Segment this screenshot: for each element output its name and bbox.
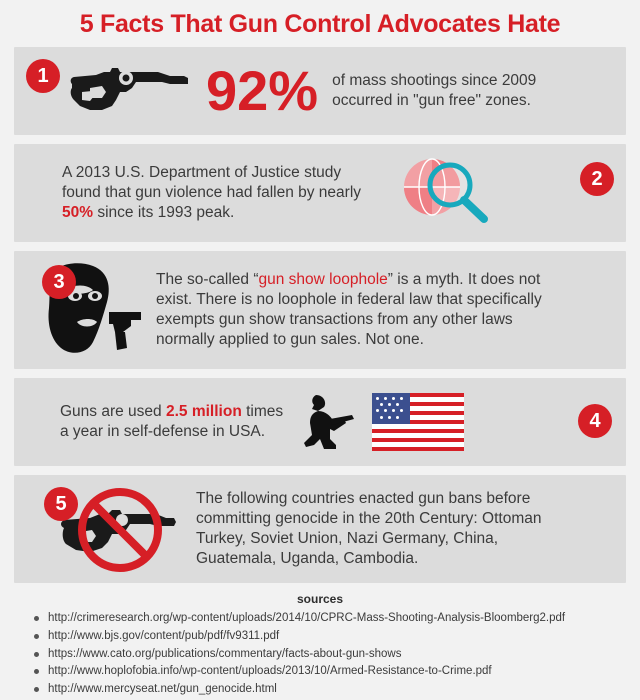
fact-3-highlight: gun show loophole xyxy=(258,271,388,289)
us-flag-icon xyxy=(372,393,464,451)
fact-number-badge: 4 xyxy=(578,404,612,438)
magnifying-glass-icon xyxy=(380,153,500,234)
list-item[interactable]: http://www.bjs.gov/content/pub/pdf/fv9311.pdf xyxy=(32,628,626,646)
stat-92-percent: 92% xyxy=(206,59,319,122)
sources-list xyxy=(14,610,626,699)
list-item[interactable]: http://crimeresearch.org/wp-content/uploads/2014/10/CPRC-Mass-Shooting-Analysis-Bloomberg2.pdf xyxy=(32,610,626,628)
fact-card-3 xyxy=(14,251,626,369)
fact-number-badge: 1 xyxy=(26,59,60,93)
revolver-hand-icon xyxy=(56,62,206,120)
fact-card-5 xyxy=(14,475,626,583)
fact-4-text xyxy=(60,402,290,442)
fact-4-text-part1: Guns are used xyxy=(60,403,166,421)
fact-3-text xyxy=(156,270,556,349)
fact-5-text: The following countries enacted gun bans before committing genocide in the 20th Century: Ottoman Turkey, Soviet Union, Nazi Germany, China, Guatemala, Uganda, Cambodia. xyxy=(196,490,542,567)
fact-card-1 xyxy=(14,47,626,135)
page-title: 5 Facts That Gun Control Advocates Hate xyxy=(79,10,561,38)
soldier-icon xyxy=(300,389,358,456)
fact-number-badge: 2 xyxy=(580,162,614,196)
fact-card-2 xyxy=(14,144,626,242)
fact-2-text-part1: A 2013 U.S. Department of Justice study found that gun violence had fallen by nearly xyxy=(62,164,362,202)
fact-2-highlight: 50% xyxy=(62,203,94,221)
fact-1-text: of mass shootings since 2009 occurred in "gun free" zones. xyxy=(332,71,537,109)
fact-2-text xyxy=(62,163,362,222)
fact-card-4 xyxy=(14,378,626,466)
sources-heading: sources xyxy=(296,592,344,606)
fact-number-badge: 5 xyxy=(44,487,78,521)
fact-4-text-part2: times a year in self-defense in USA. xyxy=(60,403,284,440)
list-item[interactable]: https://www.cato.org/publications/commentary/facts-about-gun-shows xyxy=(32,646,626,664)
fact-4-highlight: 2.5 million xyxy=(165,403,242,421)
fact-3-text-part1: The so-called “ xyxy=(156,271,259,289)
fact-2-text-part2: since its 1993 peak. xyxy=(93,203,235,221)
list-item[interactable]: http://www.hoplofobia.info/wp-content/uploads/2013/10/Armed-Resistance-to-Crime.pdf xyxy=(32,663,626,681)
fact-3-text-part2: ” is a myth. It does not exist. There is no loophole in federal law that specifically exempts gun show transactions from any other laws normally applied to gun sales. Not one. xyxy=(156,271,542,348)
fact-number-badge: 3 xyxy=(42,265,76,299)
list-item[interactable]: http://www.mercyseat.net/gun_genocide.html xyxy=(32,681,626,699)
